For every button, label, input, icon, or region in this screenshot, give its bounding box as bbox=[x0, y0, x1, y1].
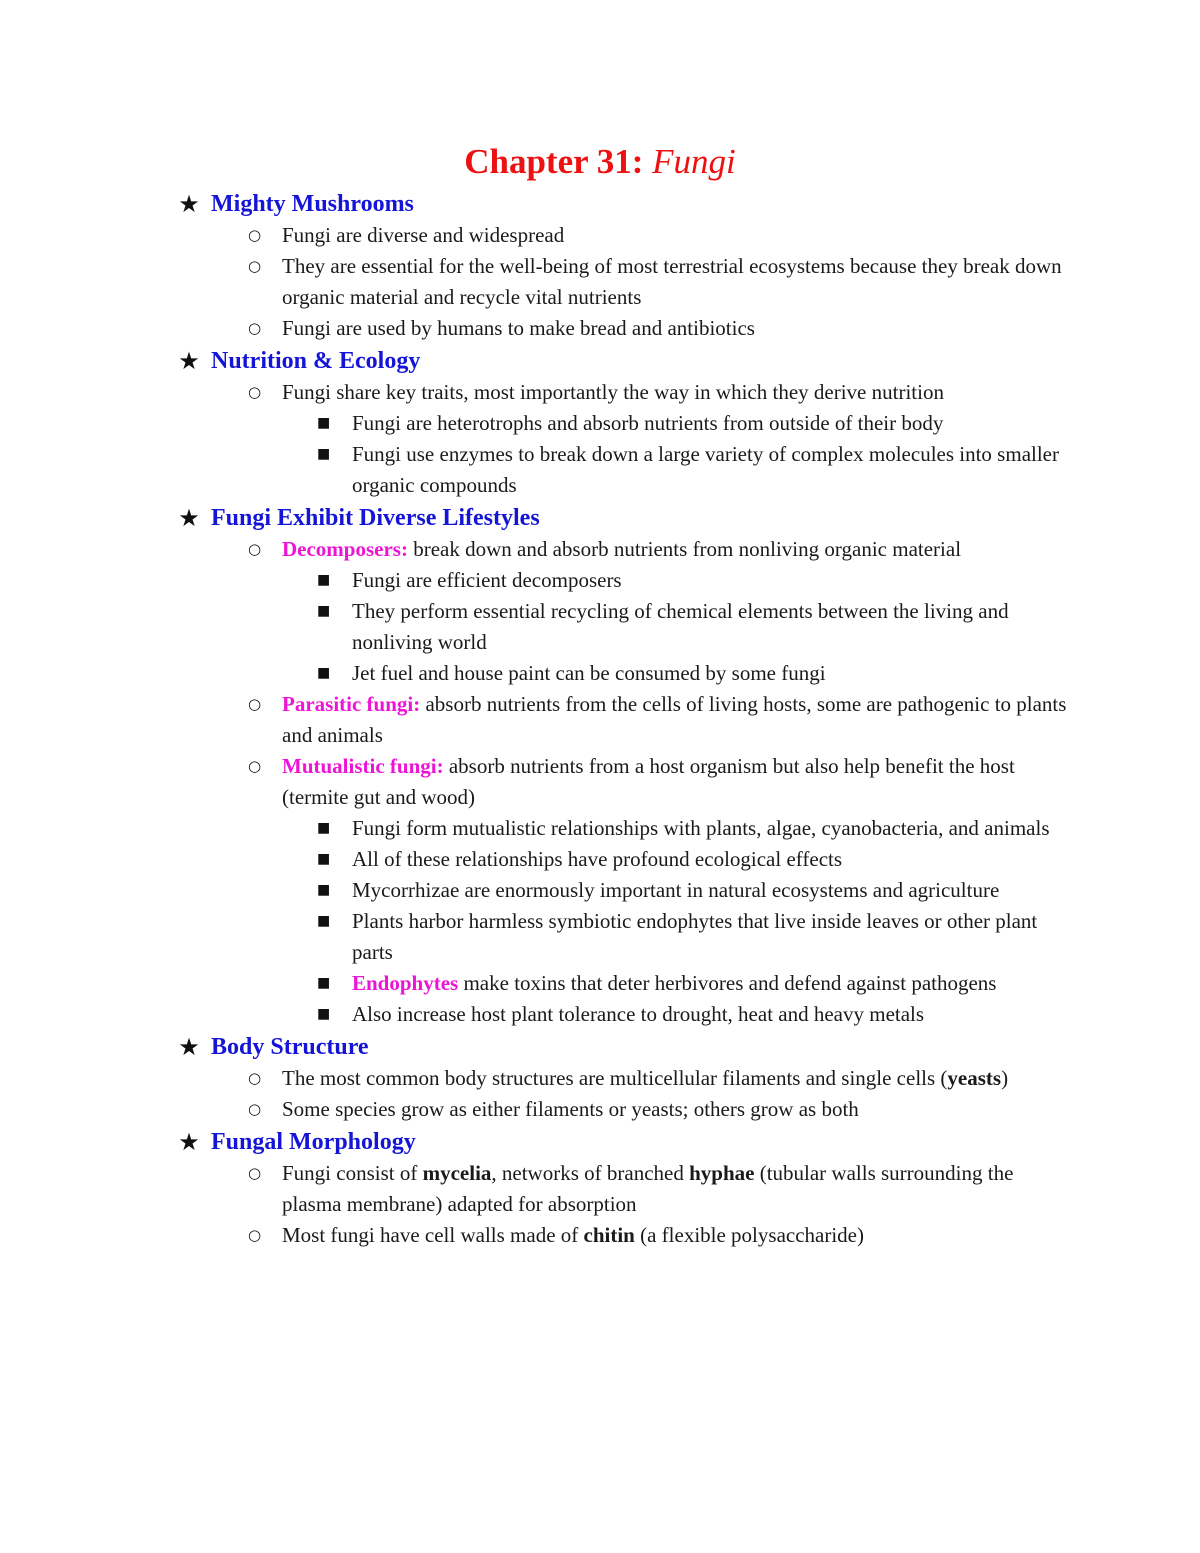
section-heading bbox=[176, 188, 1076, 220]
outline-section bbox=[176, 345, 1076, 502]
item-text: The most common body structures are multicellular filaments and single cells ( bbox=[282, 1066, 948, 1090]
section-heading bbox=[176, 502, 1076, 534]
list-item bbox=[176, 313, 1076, 344]
sub-list-item bbox=[176, 596, 1076, 658]
list-item bbox=[176, 689, 1076, 751]
circle-bullet-icon: ○ bbox=[248, 257, 262, 275]
circle-bullet-icon: ○ bbox=[248, 757, 262, 775]
highlight-term: Mutualistic fungi: bbox=[282, 754, 444, 778]
sub-list-item bbox=[176, 813, 1076, 844]
item-text: They are essential for the well-being of most terrestrial ecosystems because they break down organic material and recycle vital nutrients bbox=[282, 254, 1062, 309]
circle-bullet-icon: ○ bbox=[248, 695, 262, 713]
circle-bullet-icon: ○ bbox=[248, 1069, 262, 1087]
section-spacer bbox=[176, 1251, 1076, 1252]
outline-section bbox=[176, 1031, 1076, 1126]
square-bullet-icon: ■ bbox=[317, 415, 331, 431]
item-text: ) bbox=[1001, 1066, 1009, 1090]
sub-list-item bbox=[176, 439, 1076, 501]
highlight-term: Endophytes bbox=[352, 971, 459, 995]
list-item bbox=[176, 220, 1076, 251]
section-heading bbox=[176, 1126, 1076, 1158]
sub-list-item bbox=[176, 968, 1076, 999]
item-text: Some species grow as either filaments or yeasts; others grow as both bbox=[282, 1097, 859, 1121]
star-icon: ★ bbox=[178, 190, 200, 218]
section-heading-text: Mighty Mushrooms bbox=[211, 191, 414, 217]
section-heading bbox=[176, 1031, 1076, 1063]
square-bullet-icon: ■ bbox=[317, 851, 331, 867]
item-text: absorb nutrients from a host organism but also help benefit the host (termite gut and wood) bbox=[282, 754, 1015, 809]
list-item bbox=[176, 534, 1076, 565]
square-bullet-icon: ■ bbox=[317, 665, 331, 681]
key-term: yeasts bbox=[947, 1066, 1002, 1090]
item-text: (tubular walls surrounding the plasma membrane) adapted for absorption bbox=[282, 1161, 1014, 1216]
item-text: Fungi are efficient decomposers bbox=[352, 568, 622, 592]
outline-section bbox=[176, 502, 1076, 1031]
item-text: make toxins that deter herbivores and defend against pathogens bbox=[463, 971, 997, 995]
star-icon: ★ bbox=[178, 347, 200, 375]
section-heading-text: Fungi Exhibit Diverse Lifestyles bbox=[211, 505, 540, 531]
key-term: mycelia bbox=[422, 1161, 492, 1185]
square-bullet-icon: ■ bbox=[317, 603, 331, 619]
circle-bullet-icon: ○ bbox=[248, 319, 262, 337]
key-term: chitin bbox=[583, 1223, 635, 1247]
square-bullet-icon: ■ bbox=[317, 446, 331, 462]
star-icon: ★ bbox=[178, 504, 200, 532]
item-text: Fungi are used by humans to make bread and antibiotics bbox=[282, 316, 755, 340]
item-text: break down and absorb nutrients from nonliving organic material bbox=[413, 537, 962, 561]
section-heading-text: Body Structure bbox=[211, 1034, 369, 1060]
list-item bbox=[176, 751, 1076, 813]
item-text: Fungi are diverse and widespread bbox=[282, 223, 565, 247]
sub-list-item bbox=[176, 565, 1076, 596]
square-bullet-icon: ■ bbox=[317, 913, 331, 929]
outline-section bbox=[176, 188, 1076, 345]
sub-list-item bbox=[176, 844, 1076, 875]
list-item bbox=[176, 377, 1076, 408]
item-text: Fungi are heterotrophs and absorb nutrients from outside of their body bbox=[352, 411, 944, 435]
circle-bullet-icon: ○ bbox=[248, 1100, 262, 1118]
item-text: (a flexible polysaccharide) bbox=[634, 1223, 864, 1247]
item-text: All of these relationships have profound ecological effects bbox=[352, 847, 843, 871]
list-item bbox=[176, 1063, 1076, 1094]
item-text: Fungi use enzymes to break down a large variety of complex molecules into smaller organic compounds bbox=[352, 442, 1059, 497]
square-bullet-icon: ■ bbox=[317, 1006, 331, 1022]
item-text: They perform essential recycling of chemical elements between the living and nonliving world bbox=[352, 599, 1009, 654]
circle-bullet-icon: ○ bbox=[248, 383, 262, 401]
square-bullet-icon: ■ bbox=[317, 975, 331, 991]
item-text: Fungi form mutualistic relationships with plants, algae, cyanobacteria, and animals bbox=[352, 816, 1050, 840]
sub-list-item bbox=[176, 999, 1076, 1030]
item-text: Jet fuel and house paint can be consumed by some fungi bbox=[352, 661, 826, 685]
item-text: Fungi consist of bbox=[282, 1161, 423, 1185]
item-text: , networks of branched bbox=[491, 1161, 690, 1185]
sub-list-item bbox=[176, 906, 1076, 968]
list-item bbox=[176, 251, 1076, 313]
item-text: Mycorrhizae are enormously important in natural ecosystems and agriculture bbox=[352, 878, 1000, 902]
sub-list-item bbox=[176, 658, 1076, 689]
highlight-term: Decomposers: bbox=[282, 537, 408, 561]
circle-bullet-icon: ○ bbox=[248, 226, 262, 244]
title-subject: Fungi bbox=[652, 142, 736, 181]
notes-body bbox=[176, 188, 1076, 1252]
title-chapter: Chapter 31: bbox=[464, 142, 644, 181]
sub-list-item bbox=[176, 408, 1076, 439]
page-title bbox=[0, 138, 1200, 186]
item-text: Also increase host plant tolerance to drought, heat and heavy metals bbox=[352, 1002, 925, 1026]
item-text: absorb nutrients from the cells of living hosts, some are pathogenic to plants and animals bbox=[282, 692, 1067, 747]
sub-list-item bbox=[176, 875, 1076, 906]
star-icon: ★ bbox=[178, 1033, 200, 1061]
section-heading-text: Nutrition & Ecology bbox=[211, 348, 421, 374]
highlight-term: Parasitic fungi: bbox=[282, 692, 421, 716]
item-text: Most fungi have cell walls made of bbox=[282, 1223, 584, 1247]
star-icon: ★ bbox=[178, 1128, 200, 1156]
circle-bullet-icon: ○ bbox=[248, 1226, 262, 1244]
section-heading-text: Fungal Morphology bbox=[211, 1129, 416, 1155]
square-bullet-icon: ■ bbox=[317, 820, 331, 836]
list-item bbox=[176, 1158, 1076, 1220]
item-text: Fungi share key traits, most importantly the way in which they derive nutrition bbox=[282, 380, 944, 404]
circle-bullet-icon: ○ bbox=[248, 540, 262, 558]
square-bullet-icon: ■ bbox=[317, 572, 331, 588]
list-item bbox=[176, 1220, 1076, 1251]
item-text: Plants harbor harmless symbiotic endophytes that live inside leaves or other plant parts bbox=[352, 909, 1038, 964]
outline-section bbox=[176, 1126, 1076, 1252]
key-term: hyphae bbox=[689, 1161, 755, 1185]
list-item bbox=[176, 1094, 1076, 1125]
circle-bullet-icon: ○ bbox=[248, 1164, 262, 1182]
section-heading bbox=[176, 345, 1076, 377]
square-bullet-icon: ■ bbox=[317, 882, 331, 898]
